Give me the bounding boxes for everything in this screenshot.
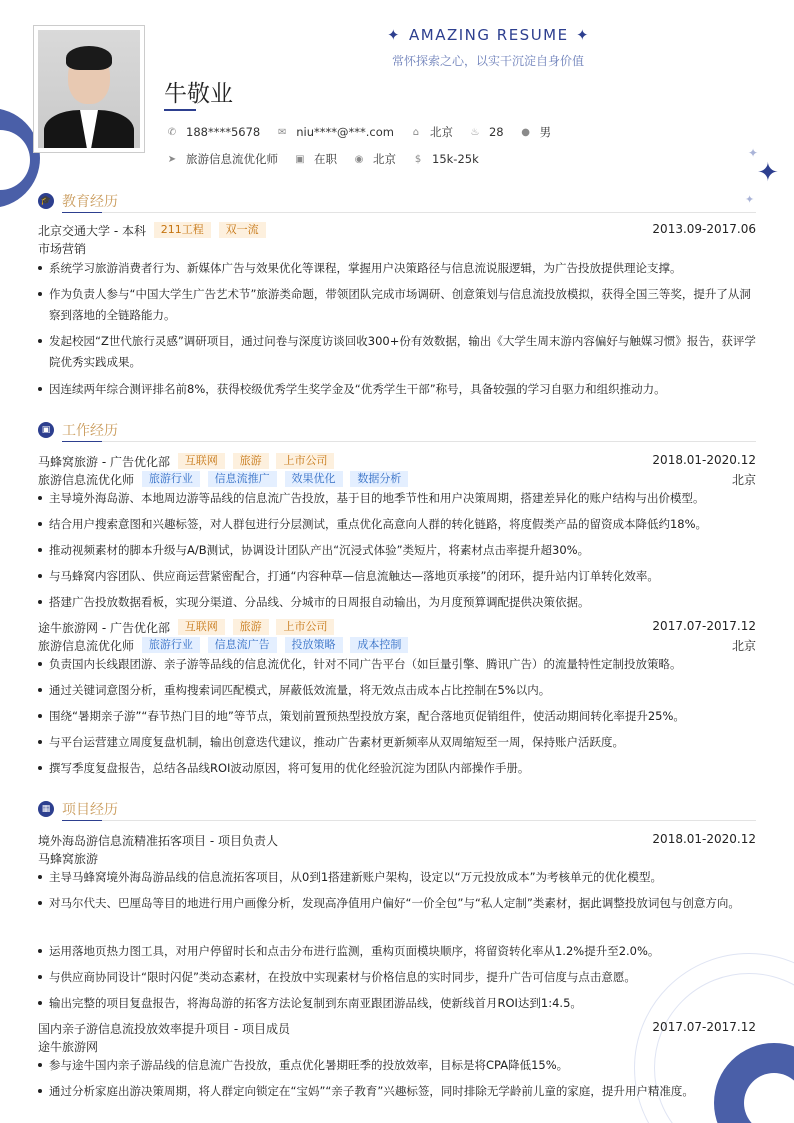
section-work — [38, 419, 756, 443]
list-item: 撰写季度复盘报告，总结各品线ROI波动原因，将可复用的优化经验沉淀为团队内部操作手册。 — [38, 758, 756, 779]
info-item — [294, 151, 337, 167]
list-item: 与马蜂窝内容团队、供应商运营紧密配合，打通“内容种草—信息流触达—落地页承接”的闭环，提升站内订单转化效率。 — [38, 566, 756, 587]
resume-subtitle: 常怀探索之心，以实干沉淀自身价值 — [392, 54, 585, 68]
info-item — [412, 152, 479, 166]
sparkle-icon: ✦ — [757, 158, 779, 188]
job-intent-row — [166, 151, 479, 167]
job-city: 北京 — [731, 473, 756, 487]
info-item — [166, 125, 260, 139]
job-header-row — [38, 619, 756, 635]
tag: 上市公司 — [276, 619, 334, 635]
info-item — [276, 125, 394, 139]
candidate-name: 牛敬业 — [164, 81, 233, 107]
date-range: 2017.07-2017.12 — [652, 1020, 756, 1034]
info-text: niu****@***.com — [296, 125, 394, 139]
info-text: 北京 — [429, 125, 453, 139]
list-item: 与平台运营建立周度复盘机制，输出创意迭代建议，推动广告素材更新频率从双周缩短至一周，保持账户活跃度。 — [38, 732, 756, 753]
project-title: 境外海岛游信息流精准拓客项目 - 项目负责人 — [38, 834, 278, 848]
section-divider — [62, 441, 756, 442]
list-item: 通过分析家庭出游决策周期，将人群定向锁定在“宝妈”“亲子教育”兴趣标签，同时排除无学龄前儿童的家庭，提升用户精准度。 — [38, 1081, 756, 1102]
skill-tag: 信息流推广 — [208, 471, 277, 487]
list-item: 因连续两年综合测评排名前8%，获得校级优秀学生奖学金及“优秀学生干部”称号，具备较强的学习自驱力和组织推动力。 — [38, 379, 756, 400]
list-item: 对马尔代夫、巴厘岛等目的地进行用户画像分析，发现高净值用户偏好“一价全包”与“私人定制”类素材，据此调整投放词包与创意方向。 — [38, 893, 756, 914]
job-role: 旅游信息流优化师 — [38, 473, 135, 487]
info-item — [353, 151, 396, 167]
job-role-row — [38, 471, 756, 487]
tag: 双一流 — [219, 222, 266, 238]
sparkle-icon: ✦ — [387, 26, 400, 44]
date-range: 2018.01-2020.12 — [652, 832, 756, 846]
skill-tag: 数据分析 — [350, 471, 408, 487]
phone-icon: ✆ — [167, 126, 177, 138]
list-item: 作为负责人参与“中国大学生广告艺术节”旅游类命题，带领团队完成市场调研、创意策划与信息流投放模拟，获得全国三等奖，提升了从洞察到落地的全链路能力。 — [38, 284, 756, 326]
grid-icon: ▦ — [38, 801, 54, 817]
list-item: 主导马蜂窝境外海岛游品线的信息流拓客项目，从0到1搭建新账户架构，设定以“万元投放成本”为考核单元的优化模型。 — [38, 867, 756, 888]
info-item — [520, 124, 552, 140]
project-header-row — [38, 1020, 756, 1036]
list-item: 系统学习旅游消费者行为、新媒体广告与效果优化等课程，掌握用户决策路径与信息流说服逻辑，为广告投放提供理论支撑。 — [38, 258, 756, 279]
tag: 旅游 — [233, 453, 269, 469]
section-divider — [62, 212, 756, 213]
major: 市场营销 — [38, 242, 87, 256]
info-item — [166, 151, 278, 167]
edu-header-row — [38, 222, 756, 238]
project-org: 途牛旅游网 — [38, 1040, 99, 1054]
section-title: 工作经历 — [62, 423, 118, 439]
section-divider — [62, 820, 756, 821]
send-icon: ➤ — [167, 153, 177, 165]
info-text: 男 — [539, 125, 552, 139]
list-item: 推动视频素材的脚本升级与A/B测试，协调设计团队产出“沉浸式体验”类短片，将素材点击率提升超30%。 — [38, 540, 756, 561]
info-text: 15k-25k — [432, 152, 479, 166]
list-item: 主导境外海岛游、本地周边游等品线的信息流广告投放，基于目的地季节性和用户决策周期，搭建差异化的账户结构与出价模型。 — [38, 488, 756, 509]
date-range: 2018.01-2020.12 — [652, 453, 756, 467]
sparkle-icon: ✦ — [748, 146, 759, 160]
school-name: 北京交通大学 - 本科 — [38, 224, 146, 238]
list-item: 输出完整的项目复盘报告，将海岛游的拓客方法论复制到东南亚跟团游品线，使新线首月ROI达到1:4.5。 — [38, 993, 756, 1014]
tag: 互联网 — [178, 453, 225, 469]
info-text: 在职 — [314, 152, 337, 166]
salary-icon: $ — [414, 153, 422, 165]
project-title: 国内亲子游信息流投放效率提升项目 - 项目成员 — [38, 1022, 290, 1036]
date-range: 2013.09-2017.06 — [652, 222, 756, 236]
mail-icon: ✉ — [278, 126, 287, 138]
briefcase-icon: ▣ — [295, 153, 305, 165]
tag: 旅游 — [233, 619, 269, 635]
info-text: 28 — [488, 125, 504, 139]
section-projects — [38, 798, 756, 822]
skill-tag: 信息流广告 — [208, 637, 277, 653]
list-item: 运用落地页热力图工具，对用户停留时长和点击分布进行监测，重构页面模块顺序，将留资转化率从1.2%提升至2.0%。 — [38, 941, 756, 962]
cake-icon: ♨ — [470, 126, 480, 138]
avatar-photo — [33, 25, 145, 153]
job-header-row — [38, 453, 756, 469]
list-item: 负责国内长线跟团游、亲子游等品线的信息流优化，针对不同广告平台（如巨量引擎、腾讯广告）的流量特性定制投放策略。 — [38, 654, 756, 675]
tag: 211工程 — [154, 222, 211, 238]
project-org: 马蜂窝旅游 — [38, 852, 99, 866]
info-text: 北京 — [373, 152, 396, 166]
job-role: 旅游信息流优化师 — [38, 639, 135, 653]
tag: 互联网 — [178, 619, 225, 635]
list-item: 围绕“暑期亲子游”“春节热门目的地”等节点，策划前置预热型投放方案，配合落地页促销组件，使活动期间转化率提升25%。 — [38, 706, 756, 727]
job-city: 北京 — [731, 639, 756, 653]
info-text: 旅游信息流优化师 — [186, 152, 278, 166]
list-item: 结合用户搜索意图和兴趣标签，对人群包进行分层测试，重点优化高意向人群的转化链路，将度假类产品的留资成本降低约18%。 — [38, 514, 756, 535]
section-education — [38, 190, 756, 214]
sparkle-icon: ✦ — [576, 26, 589, 44]
contact-info-row — [166, 124, 551, 140]
date-range: 2017.07-2017.12 — [652, 619, 756, 633]
section-title: 项目经历 — [62, 802, 118, 818]
company-name: 马蜂窝旅游 - 广告优化部 — [38, 455, 170, 469]
job-role-row — [38, 637, 756, 653]
company-name: 途牛旅游网 - 广告优化部 — [38, 621, 170, 635]
skill-tag: 投放策略 — [285, 637, 343, 653]
name-underline — [164, 109, 196, 111]
skill-tag: 成本控制 — [350, 637, 408, 653]
skill-tag: 旅游行业 — [142, 471, 200, 487]
skill-tag: 旅游行业 — [142, 637, 200, 653]
info-text: 188****5678 — [186, 125, 261, 139]
tag: 上市公司 — [276, 453, 334, 469]
gender-icon: ● — [521, 126, 530, 138]
skill-tag: 效果优化 — [285, 471, 343, 487]
list-item: 与供应商协同设计“限时闪促”类动态素材，在投放中实现素材与价格信息的实时同步，提升广告可信度与点击意愿。 — [38, 967, 756, 988]
briefcase-icon: ▣ — [38, 422, 54, 438]
list-item: 通过关键词意图分析，重构搜索词匹配模式，屏蔽低效流量，将无效点击成本占比控制在5%以内。 — [38, 680, 756, 701]
resume-title: AMAZING RESUME — [409, 26, 569, 44]
section-title: 教育经历 — [62, 194, 118, 210]
info-item — [469, 125, 504, 139]
list-item: 搭建广告投放数据看板，实现分渠道、分品线、分城市的日周报自动输出，为月度预算调配提供决策依据。 — [38, 592, 756, 613]
location-icon: ◉ — [354, 153, 364, 165]
sparkle-icon: ✦ — [745, 193, 755, 206]
graduation-icon: 🎓 — [38, 193, 54, 209]
project-header-row — [38, 832, 756, 848]
home-icon: ⌂ — [412, 126, 420, 138]
info-item — [410, 124, 453, 140]
list-item: 发起校园“Z世代旅行灵感”调研项目，通过问卷与深度访谈回收300+份有效数据，输出《大学生周末游内容偏好与触媒习惯》报告，获评学院优秀实践成果。 — [38, 331, 756, 373]
list-item: 参与途牛国内亲子游品线的信息流广告投放，重点优化暑期旺季的投放效率，目标是将CPA降低15%。 — [38, 1055, 756, 1076]
